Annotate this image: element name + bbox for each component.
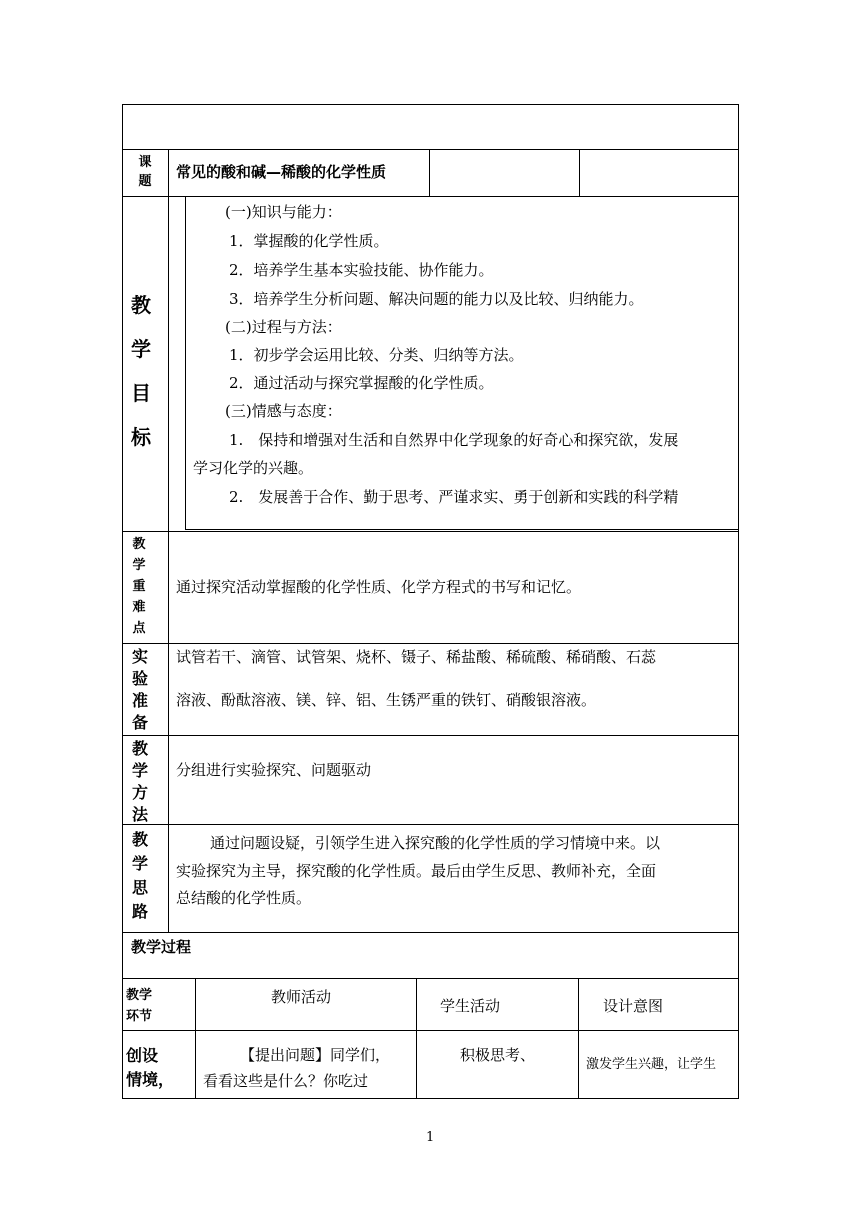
table-rule: [122, 643, 739, 644]
preparation-line: 溶液、酚酞溶液、镁、锌、铝、生锈严重的铁钉、硝酸银溶液。: [176, 691, 597, 709]
table-rule: [122, 531, 739, 532]
objectives-line: 2．培养学生基本实验技能、协作能力。: [229, 261, 494, 279]
design-intent-cell: 激发学生兴趣，让学生: [586, 1057, 717, 1072]
table-border-bottom: [122, 1098, 739, 1099]
objectives-label: 教 学 目 标: [131, 293, 151, 449]
table-rule: [122, 735, 739, 736]
table-rule: [122, 932, 739, 933]
teacher-activity-header: 教师活动: [271, 988, 332, 1006]
objectives-line: (一)知识与能力：: [225, 203, 342, 221]
method-label: 教 学 方 法: [131, 739, 148, 824]
stage-cell: 创设 情境，: [126, 1046, 175, 1089]
table-rule: [122, 149, 739, 150]
table-rule: [122, 196, 739, 197]
key-points-text: 通过探究活动掌握酸的化学性质、化学方程式的书写和记忆。: [176, 578, 582, 596]
process-column-rule: [416, 978, 417, 1099]
page-number: 1: [426, 1130, 435, 1145]
table-rule: [122, 1030, 739, 1031]
design-intent-header: 设计意图: [603, 997, 664, 1015]
objectives-line: 3．培养学生分析问题、解决问题的能力以及比较、归纳能力。: [229, 290, 644, 308]
key-points-label: 教 学 重 难 点: [132, 537, 146, 636]
table-border-right: [738, 104, 739, 1099]
approach-line: 通过问题设疑，引领学生进入探究酸的化学性质的学习情境中来。以: [210, 834, 661, 852]
approach-line: 总结酸的化学性质。: [176, 889, 312, 907]
objectives-line: (三)情感与态度：: [225, 402, 342, 420]
objectives-line: 学习化学的兴趣。: [193, 459, 314, 477]
title-row-rule: [429, 149, 430, 196]
process-title: 教学过程: [131, 938, 192, 956]
student-activity-cell: 积极思考、: [460, 1046, 536, 1064]
table-rule: [122, 824, 739, 825]
title-row-rule: [579, 149, 580, 196]
objectives-line: 1．掌握酸的化学性质。: [229, 232, 389, 250]
table-rule: [185, 529, 739, 530]
label-column-rule: [168, 149, 169, 933]
objectives-content: [186, 198, 738, 528]
objectives-line: (二)过程与方法：: [225, 318, 342, 336]
teacher-activity-cell: 看看这些是什么？你吃过: [203, 1072, 369, 1090]
objectives-line: 2．通过活动与探究掌握酸的化学性质。: [229, 374, 494, 392]
process-column-rule: [195, 978, 196, 1099]
table-rule: [122, 978, 739, 979]
approach-line: 实验探究为主导，探究酸的化学性质。最后由学生反思、教师补充，全面: [176, 862, 657, 880]
student-activity-header: 学生活动: [440, 997, 501, 1015]
teacher-activity-cell: 【提出问题】同学们，: [240, 1046, 391, 1064]
objectives-line: 1．初步学会运用比较、分类、归纳等方法。: [229, 346, 524, 364]
approach-label: 教 学 思 路: [131, 830, 148, 921]
preparation-label: 实 验 准 备: [131, 647, 148, 732]
subject-title: 常见的酸和碱—稀酸的化学性质: [176, 163, 387, 181]
preparation-line: 试管若干、滴管、试管架、烧杯、镊子、稀盐酸、稀硫酸、稀硝酸、石蕊: [176, 648, 657, 666]
stage-header: 教学 环节: [126, 988, 153, 1024]
subject-label: 课 题: [138, 155, 152, 189]
table-border-top: [122, 104, 739, 105]
process-column-rule: [578, 978, 579, 1099]
objectives-line: 2. 发展善于合作、勤于思考、严谨求实、勇于创新和实践的科学精: [229, 488, 679, 506]
objectives-line: 1. 保持和增强对生活和自然界中化学现象的好奇心和探究欲，发展: [229, 431, 679, 449]
method-text: 分组进行实验探究、问题驱动: [176, 761, 372, 779]
